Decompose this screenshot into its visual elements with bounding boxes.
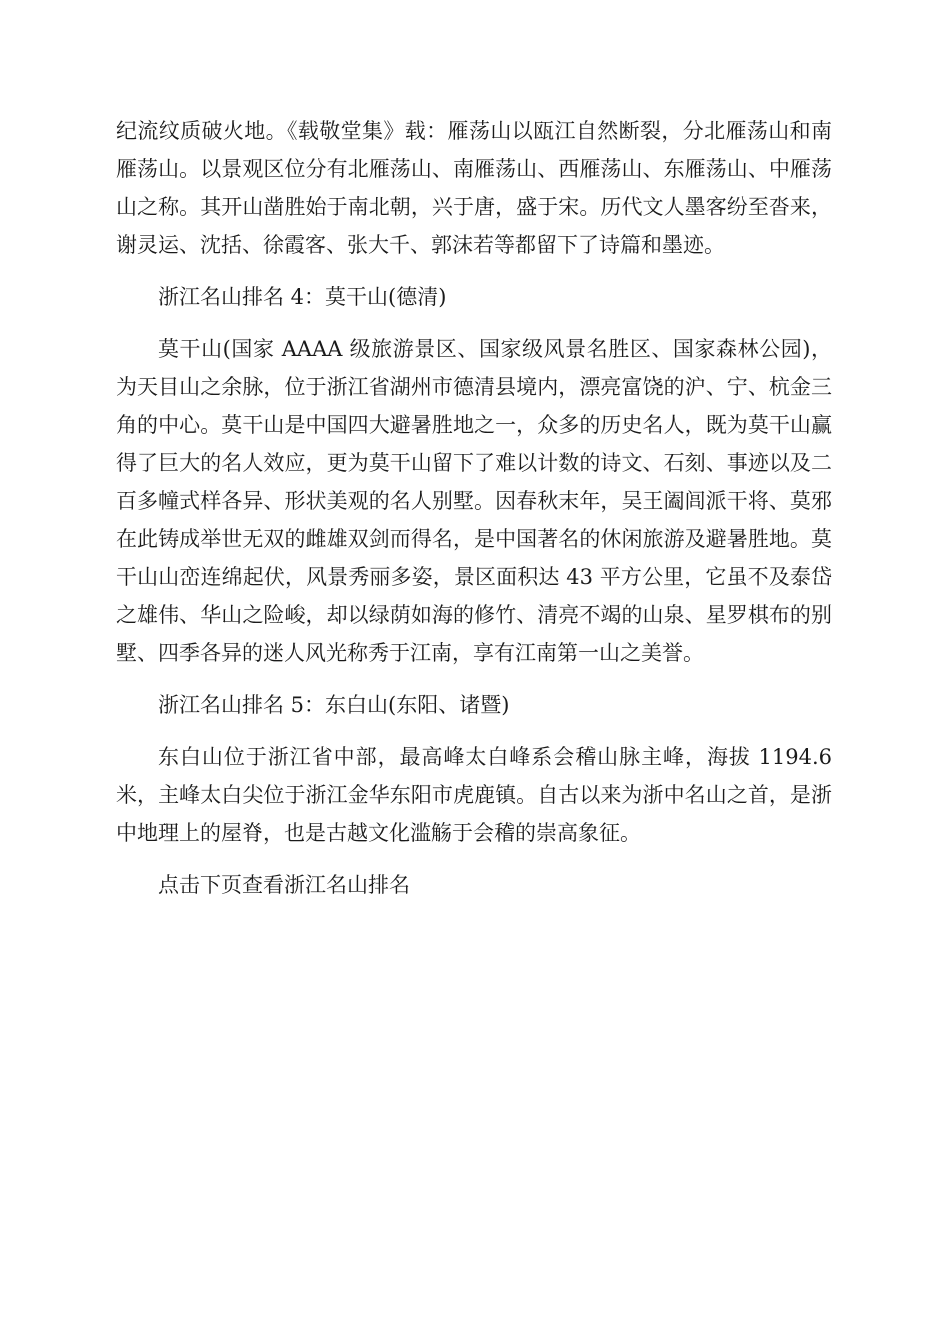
heading-moganshan: 浙江名山排名 4：莫干山(德清) [158, 285, 447, 309]
heading-dongbaishan: 浙江名山排名 5：东白山(东阳、诸暨) [158, 693, 510, 717]
paragraph-moganshan: 莫干山(国家 AAAA 级旅游景区、国家级风景名胜区、国家森林公园)，为天目山之余脉，位于浙江省湖州市德清县境内，漂亮富饶的沪、宁、杭金三角的中心。莫干山是中国四大避暑胜地之一，众多的历史名人，既为莫干山赢得了巨大的名人效应，更为莫干山留下了难以计数的诗文、石刻、事迹以及二百多幢式样各异、形状美观的名人别墅。因春秋末年，吴王阖闾派干将、莫邪在此铸成举世无双的雌雄双剑而得名，是中国著名的休闲旅游及避暑胜地。莫干山山峦连绵起伏，风景秀丽多姿，景区面积达 43 平方公里，它虽不及泰岱之雄伟、华山之险峻，却以绿荫如海的修竹、清亮不竭的山泉、星罗棋布的别墅、四季各异的迷人风光称秀于江南，享有江南第一山之美誉。 [116, 337, 832, 665]
paragraph-dongbaishan: 东白山位于浙江省中部，最高峰太白峰系会稽山脉主峰，海拔 1194.6 米，主峰太白尖位于浙江金华东阳市虎鹿镇。自古以来为浙中名山之首，是浙中地理上的屋脊，也是古越文化滥觞于会稽的崇高象征。 [116, 745, 832, 845]
paragraph-yandang-intro: 纪流纹质破火地。《载敬堂集》载：雁荡山以瓯江自然断裂，分北雁荡山和南雁荡山。以景观区位分有北雁荡山、南雁荡山、西雁荡山、东雁荡山、中雁荡山之称。其开山凿胜始于南北朝，兴于唐，盛于宋。历代文人墨客纷至沓来，谢灵运、沈括、徐霞客、张大千、郭沫若等都留下了诗篇和墨迹。 [116, 119, 832, 257]
document-body [116, 112, 832, 918]
next-page-link-text: 点击下页查看浙江名山排名 [158, 873, 410, 897]
